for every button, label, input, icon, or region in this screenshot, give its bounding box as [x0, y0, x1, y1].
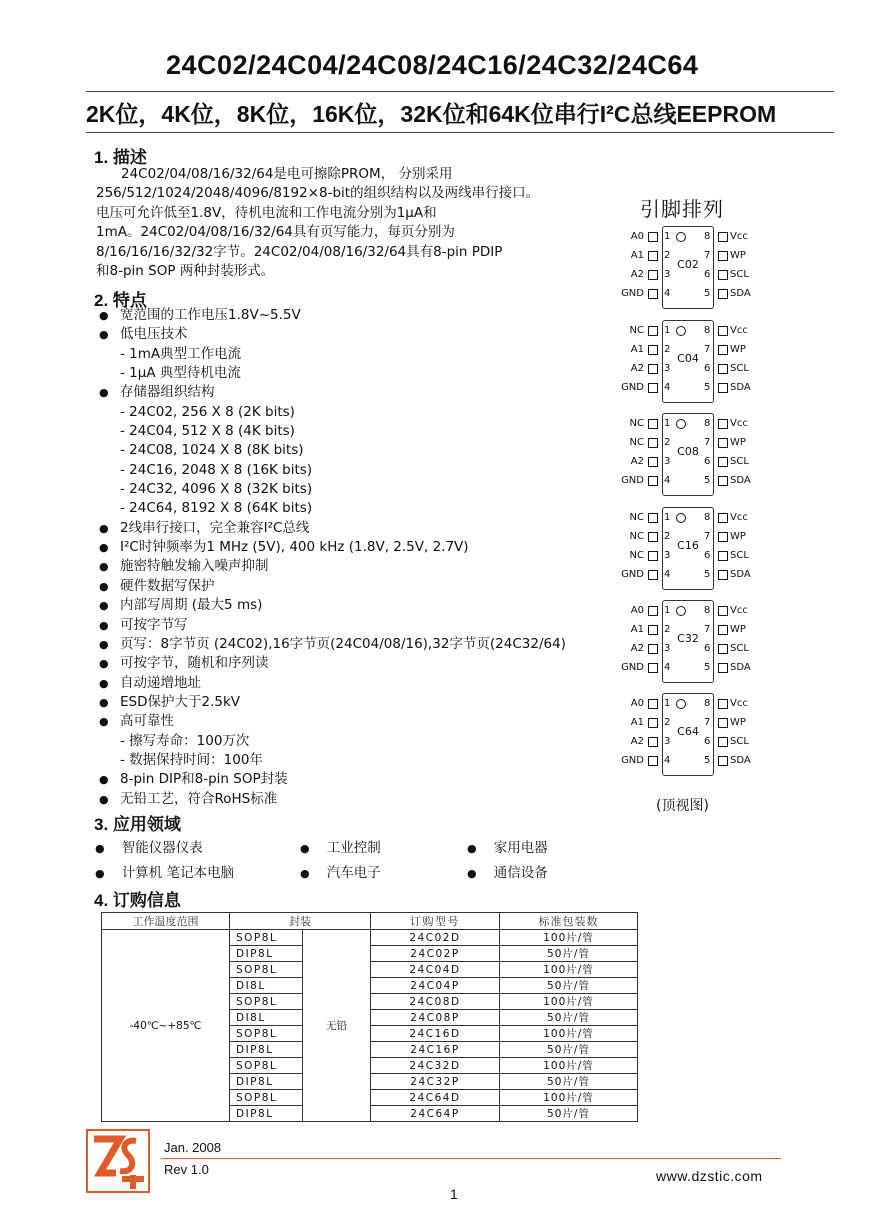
footer-website[interactable]: www.dzstic.com [656, 1168, 763, 1184]
pin-row [622, 471, 752, 490]
pin-label: SDA [730, 382, 751, 393]
pin-label: SCL [730, 456, 749, 467]
quantity-cell: 50片/管 [500, 1074, 638, 1090]
pin-pad [718, 457, 728, 467]
bullet-icon: ● [99, 328, 109, 342]
pin-number: 5 [704, 569, 711, 580]
pin-label: WP [730, 717, 746, 728]
pin-number: 1 [664, 698, 671, 709]
pin-number: 3 [664, 269, 671, 280]
footer-rule [161, 1158, 781, 1159]
chip-name: C16 [677, 539, 699, 552]
pin-label: WP [730, 437, 746, 448]
pin-label: Vcc [730, 325, 748, 336]
pin-pad [648, 644, 658, 654]
pin-label: A2 [630, 456, 644, 467]
footer-date: Jan. 2008 [164, 1140, 222, 1155]
feature-sub-item: - 24C32, 4096 X 8 (32K bits) [120, 481, 313, 498]
pin-pad [648, 270, 658, 280]
temperature-range-cell: -40℃~+85℃ [102, 930, 230, 1122]
pin-pad [648, 419, 658, 429]
pin-pad [648, 718, 658, 728]
package-cell: DIP8L [230, 1042, 303, 1058]
pin-label: Vcc [730, 698, 748, 709]
pin-pad [718, 699, 728, 709]
package-cell: SOP8L [230, 1026, 303, 1042]
bullet-icon: ● [99, 541, 109, 555]
pin-number: 7 [704, 437, 711, 448]
pin-label: WP [730, 531, 746, 542]
pin-number: 5 [704, 382, 711, 393]
feature-item: ● I²C时钟频率为1 MHz (5V), 400 kHz (1.8V, 2.5V, 2.7V) [95, 538, 566, 557]
pin-pad [718, 737, 728, 747]
chip-pinout-c32 [622, 600, 752, 681]
top-view-note: (顶视图) [656, 798, 709, 814]
column-header: 标准包装数 [500, 913, 638, 930]
pin-label: SCL [730, 643, 749, 654]
pin-label: SCL [730, 269, 749, 280]
pin-pad [718, 570, 728, 580]
pin-row [622, 452, 752, 471]
pin-pad [718, 232, 728, 242]
pin-pad [718, 345, 728, 355]
chip-name: C08 [677, 445, 699, 458]
feature-item: ● 页写：8字节页 (24C02),16字节页(24C04/08/16),32字节页(24C32/64) [95, 635, 566, 654]
ordering-table [101, 912, 638, 1122]
pin-label: SDA [730, 569, 751, 580]
document-title: 2K位，4K位，8K位，16K位，32K位和64K位串行I²C总线EEPROM [86, 101, 777, 127]
pin-number: 7 [704, 624, 711, 635]
feature-sub-item: - 数据保持时间：100年 [120, 751, 263, 768]
application-item: ● 通信设备 [467, 865, 548, 881]
pin-pad [718, 663, 728, 673]
pin-number: 2 [664, 531, 671, 542]
feature-item: ● 可按字节，随机和序列读 [95, 654, 566, 673]
pin-label: A0 [630, 605, 644, 616]
feature-item: ● 施密特触发输入噪声抑制 [95, 557, 566, 576]
chip-pinout-c04 [622, 320, 752, 401]
part-number-cell: 24C04P [371, 978, 500, 994]
pin-label: GND [621, 569, 644, 580]
pin-pad [648, 756, 658, 766]
package-cell: DIP8L [230, 946, 303, 962]
pin-label: Vcc [730, 512, 748, 523]
table-row [102, 930, 638, 946]
pin-number: 1 [664, 325, 671, 336]
pin-label: SDA [730, 288, 751, 299]
pin-row [622, 284, 752, 303]
quantity-cell: 50片/管 [500, 1042, 638, 1058]
application-item: ● 计算机 笔记本电脑 [95, 865, 235, 881]
pin-number: 4 [664, 755, 671, 766]
pin-label: Vcc [730, 231, 748, 242]
quantity-cell: 100片/管 [500, 1058, 638, 1074]
quantity-cell: 100片/管 [500, 1026, 638, 1042]
bullet-icon: ● [99, 560, 109, 574]
chip-pinout-c08 [622, 413, 752, 494]
pin-pad [648, 625, 658, 635]
pin-number: 3 [664, 363, 671, 374]
feature-item: ● 2线串行接口，完全兼容I²C总线 [95, 519, 566, 538]
part-numbers-heading: 24C02/24C04/24C08/24C16/24C32/24C64 [166, 50, 699, 80]
application-item: ● 家用电器 [467, 840, 548, 856]
package-cell: DIP8L [230, 1106, 303, 1122]
part-number-cell: 24C64P [371, 1106, 500, 1122]
lead-free-cell: 无铅 [303, 930, 371, 1122]
part-number-cell: 24C04D [371, 962, 500, 978]
column-header: 封装 [230, 913, 371, 930]
pin-pad [648, 251, 658, 261]
pin-pad [718, 513, 728, 523]
pin-pad [648, 232, 658, 242]
application-item: ● 汽车电子 [300, 865, 381, 881]
pin-row [622, 433, 752, 452]
pin-pad [648, 438, 658, 448]
header-rule [86, 91, 834, 92]
pin-pad [648, 663, 658, 673]
quantity-cell: 100片/管 [500, 962, 638, 978]
pin-number: 4 [664, 662, 671, 673]
package-cell: SOP8L [230, 1090, 303, 1106]
description-line: 24C02/04/08/16/32/64是电可擦除PROM， 分别采用 [121, 166, 453, 182]
pin-number: 8 [704, 231, 711, 242]
pin-label: SDA [730, 755, 751, 766]
pin-row [622, 658, 752, 677]
pin-row [622, 227, 752, 246]
pin-pad [718, 532, 728, 542]
chip-pinout-c02 [622, 226, 752, 307]
pin-label: A2 [630, 736, 644, 747]
pin-pad [718, 756, 728, 766]
part-number-cell: 24C16D [371, 1026, 500, 1042]
bullet-icon: ● [99, 521, 109, 535]
pin-number: 1 [664, 512, 671, 523]
pin-label: A0 [630, 231, 644, 242]
pin-row [622, 732, 752, 751]
pin-label: A1 [630, 250, 644, 261]
pin-pad [718, 476, 728, 486]
pin-row [622, 378, 752, 397]
pin-pad [718, 625, 728, 635]
pin-pad [718, 606, 728, 616]
feature-item: ● 可按字节写 [95, 616, 566, 635]
pin-number: 4 [664, 288, 671, 299]
footer-revision: Rev 1.0 [164, 1162, 209, 1177]
pin-number: 7 [704, 717, 711, 728]
pin-row [622, 321, 752, 340]
package-cell: DIP8L [230, 1074, 303, 1090]
pin-pad [648, 289, 658, 299]
pin-number: 2 [664, 250, 671, 261]
column-header: 订购型号 [371, 913, 500, 930]
part-number-cell: 24C02P [371, 946, 500, 962]
features-list [95, 306, 566, 809]
pin-number: 6 [704, 736, 711, 747]
feature-sub-item: - 24C08, 1024 X 8 (8K bits) [120, 442, 304, 459]
pin-label: SCL [730, 736, 749, 747]
pin-label: SCL [730, 550, 749, 561]
pin-number: 4 [664, 475, 671, 486]
company-logo [86, 1129, 150, 1193]
bullet-icon: ● [99, 599, 109, 613]
pin-number: 1 [664, 605, 671, 616]
column-header: 工作温度范围 [102, 913, 230, 930]
pin-label: NC [629, 325, 644, 336]
pin-row [622, 246, 752, 265]
part-number-cell: 24C16P [371, 1042, 500, 1058]
pin-label: Vcc [730, 418, 748, 429]
pin-number: 7 [704, 250, 711, 261]
pin-pad [648, 570, 658, 580]
pin-pad [648, 383, 658, 393]
pin-pad [718, 289, 728, 299]
pin-number: 8 [704, 325, 711, 336]
pin-number: 6 [704, 456, 711, 467]
pin-label: A1 [630, 344, 644, 355]
pin-row [622, 508, 752, 527]
feature-item: ● 宽范围的工作电压1.8V~5.5V [95, 306, 566, 325]
pin-label: A2 [630, 269, 644, 280]
pin-number: 8 [704, 512, 711, 523]
part-number-cell: 24C32D [371, 1058, 500, 1074]
package-cell: SOP8L [230, 994, 303, 1010]
pin-number: 8 [704, 605, 711, 616]
pin-number: 1 [664, 418, 671, 429]
pin-number: 8 [704, 698, 711, 709]
chip-pinout-c64 [622, 693, 752, 774]
applications-heading: 3. 应用领域 [94, 815, 181, 834]
bullet-icon: ● [99, 773, 109, 787]
feature-sub-item: - 擦写寿命：100万次 [120, 732, 250, 749]
feature-item: ● 自动递增地址 [95, 674, 566, 693]
pin-number: 4 [664, 569, 671, 580]
pin-row [622, 527, 752, 546]
pin-row [622, 601, 752, 620]
feature-sub-item: - 24C16, 2048 X 8 (16K bits) [120, 461, 313, 478]
pin-row [622, 751, 752, 770]
pin-label: WP [730, 250, 746, 261]
chip-name: C64 [677, 725, 699, 738]
pin-label: A1 [630, 717, 644, 728]
bullet-icon: ● [99, 309, 109, 322]
quantity-cell: 100片/管 [500, 994, 638, 1010]
feature-sub-item: - 1μA 典型待机电流 [120, 365, 241, 382]
pin-label: WP [730, 344, 746, 355]
bullet-icon: ● [99, 676, 109, 690]
pin-number: 5 [704, 662, 711, 673]
pin-pad [648, 326, 658, 336]
pin-pad [648, 513, 658, 523]
feature-sub-item: - 24C64, 8192 X 8 (64K bits) [120, 500, 313, 517]
description-line: 256/512/1024/2048/4096/8192×8-bit的组织结构以及两线串行接口。 [96, 185, 540, 202]
pin-number: 7 [704, 344, 711, 355]
quantity-cell: 100片/管 [500, 1090, 638, 1106]
description-body [96, 165, 539, 281]
quantity-cell: 50片/管 [500, 946, 638, 962]
pin-label: GND [621, 288, 644, 299]
bullet-icon: ● [99, 386, 109, 400]
page-number: 1 [450, 1186, 458, 1202]
pin-pad [718, 438, 728, 448]
pin-label: A2 [630, 643, 644, 654]
part-number-cell: 24C08D [371, 994, 500, 1010]
pin-row [622, 639, 752, 658]
feature-item: ● ESD保护大于2.5kV [95, 693, 566, 712]
pin-number: 3 [664, 736, 671, 747]
bullet-icon: ● [99, 695, 109, 709]
bullet-icon: ● [99, 579, 109, 593]
part-number-cell: 24C64D [371, 1090, 500, 1106]
pin-row [622, 565, 752, 584]
ordering-heading: 4. 订购信息 [94, 891, 181, 910]
package-cell: DI8L [230, 1010, 303, 1026]
pin-number: 8 [704, 418, 711, 429]
title-rule [86, 132, 834, 133]
pin-pad [648, 551, 658, 561]
chip-name: C04 [677, 352, 699, 365]
table-header-row [102, 913, 638, 930]
pin-row [622, 414, 752, 433]
package-cell: DI8L [230, 978, 303, 994]
pin-pad [648, 457, 658, 467]
pin-label: A1 [630, 624, 644, 635]
pin-label: NC [629, 531, 644, 542]
pin-label: NC [629, 418, 644, 429]
feature-sub-item: - 24C04, 512 X 8 (4K bits) [120, 423, 295, 440]
pinout-title: 引脚排列 [640, 197, 724, 221]
feature-item: ● 存储器组织结构 [95, 383, 566, 402]
pin-label: SCL [730, 363, 749, 374]
pin-pad [718, 270, 728, 280]
quantity-cell: 50片/管 [500, 1106, 638, 1122]
description-heading: 1. 描述 [94, 148, 147, 167]
description-line: 8/16/16/16/32/32字节。24C02/04/08/16/32/64具有8-pin PDIP [96, 243, 503, 260]
feature-item: ● 8-pin DIP和8-pin SOP封装 [95, 770, 566, 789]
features-heading: 2. 特点 [94, 291, 147, 310]
pin-pad [718, 251, 728, 261]
package-cell: SOP8L [230, 1058, 303, 1074]
application-item: ● 工业控制 [300, 840, 381, 856]
pin-row [622, 620, 752, 639]
part-number-cell: 24C32P [371, 1074, 500, 1090]
pin-number: 3 [664, 550, 671, 561]
pin-number: 2 [664, 717, 671, 728]
pin-row [622, 265, 752, 284]
feature-item: ● 硬件数据写保护 [95, 577, 566, 596]
pin-label: WP [730, 624, 746, 635]
pin-label: SDA [730, 475, 751, 486]
pin-pad [718, 364, 728, 374]
pin-number: 6 [704, 550, 711, 561]
application-item: ● 智能仪器仪表 [95, 840, 203, 856]
package-cell: SOP8L [230, 962, 303, 978]
package-cell: SOP8L [230, 930, 303, 946]
bullet-icon: ● [99, 657, 109, 671]
feature-item: ● 无铅工艺，符合RoHS标准 [95, 790, 566, 809]
pin-pad [718, 419, 728, 429]
pin-label: A2 [630, 363, 644, 374]
description-line: 1mA。24C02/04/08/16/32/64具有页写能力，每页分别为 [96, 224, 455, 241]
pin-label: NC [629, 437, 644, 448]
bullet-icon: ● [99, 792, 109, 806]
pin-pad [648, 699, 658, 709]
pin-pad [718, 718, 728, 728]
pin-number: 6 [704, 363, 711, 374]
pin-number: 1 [664, 231, 671, 242]
pin-row [622, 340, 752, 359]
pin-number: 2 [664, 344, 671, 355]
feature-sub-item: - 24C02, 256 X 8 (2K bits) [120, 403, 295, 420]
pin-pad [718, 383, 728, 393]
pin-pad [648, 737, 658, 747]
pin-number: 2 [664, 624, 671, 635]
pin-pad [648, 345, 658, 355]
pin-label: GND [621, 382, 644, 393]
quantity-cell: 100片/管 [500, 930, 638, 946]
chip-name: C32 [677, 632, 699, 645]
feature-item: ● 高可靠性 [95, 712, 566, 731]
pin-pad [648, 476, 658, 486]
bullet-icon: ● [99, 637, 109, 651]
pin-number: 5 [704, 755, 711, 766]
description-line: 和8-pin SOP 两种封装形式。 [96, 263, 275, 280]
pin-number: 6 [704, 269, 711, 280]
pin-number: 6 [704, 643, 711, 654]
part-number-cell: 24C08P [371, 1010, 500, 1026]
pin-label: A0 [630, 698, 644, 709]
chip-name: C02 [677, 258, 699, 271]
pin-label: GND [621, 662, 644, 673]
pin-pad [718, 644, 728, 654]
pin-label: SDA [730, 662, 751, 673]
pin-number: 3 [664, 643, 671, 654]
feature-item: ● 低电压技术 [95, 325, 566, 344]
pin-row [622, 546, 752, 565]
pin-row [622, 359, 752, 378]
chip-pinout-c16 [622, 507, 752, 588]
pin-row [622, 713, 752, 732]
quantity-cell: 50片/管 [500, 1010, 638, 1026]
pin-number: 4 [664, 382, 671, 393]
bullet-icon: ● [99, 715, 109, 729]
pin-number: 7 [704, 531, 711, 542]
pin-label: GND [621, 475, 644, 486]
pin-label: NC [629, 550, 644, 561]
part-number-cell: 24C02D [371, 930, 500, 946]
bullet-icon: ● [99, 618, 109, 632]
pin-number: 2 [664, 437, 671, 448]
pin-number: 5 [704, 288, 711, 299]
pin-label: Vcc [730, 605, 748, 616]
pin-pad [718, 551, 728, 561]
pin-pad [648, 532, 658, 542]
description-line: 电压可允许低至1.8V，待机电流和工作电流分别为1μA和 [96, 204, 437, 221]
quantity-cell: 50片/管 [500, 978, 638, 994]
pin-pad [648, 364, 658, 374]
pin-label: NC [629, 512, 644, 523]
feature-sub-item: - 1mA典型工作电流 [120, 345, 242, 362]
feature-item: ● 内部写周期 (最大5 ms) [95, 596, 566, 615]
pin-pad [648, 606, 658, 616]
pin-row [622, 694, 752, 713]
pin-label: GND [621, 755, 644, 766]
pin-pad [718, 326, 728, 336]
pin-number: 5 [704, 475, 711, 486]
pin-number: 3 [664, 456, 671, 467]
